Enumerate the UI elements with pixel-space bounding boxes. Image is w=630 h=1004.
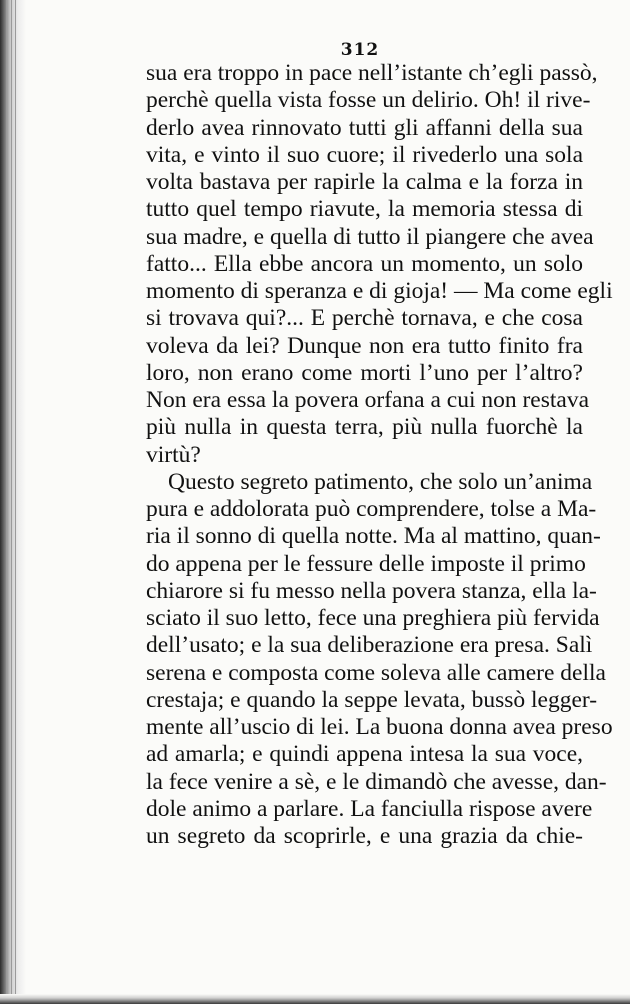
paragraph-start-line: Questo segreto patimento, che solo un’anima xyxy=(168,468,593,495)
text-line: crestaja; e quando la seppe levata, bussò legger- xyxy=(146,686,598,713)
paragraph-end-line: virtù? xyxy=(146,441,201,468)
text-line: la fece venire a sè, e le dimandò che avesse, dan- xyxy=(146,768,607,795)
text-line: ria il sonno di quella notte. Ma al mattino, quan- xyxy=(146,523,601,550)
binding-shadow-line xyxy=(15,0,16,1004)
text-line: si trovava qui?... E perchè tornava, e che cosa xyxy=(146,305,583,332)
text-line: pura e addolorata può comprendere, tolse a Ma- xyxy=(146,496,597,522)
text-line: dole animo a parlare. La fanciulla rispose avere xyxy=(146,795,593,822)
text-line: Non era essa la povera orfana a cui non restava xyxy=(146,387,590,413)
text-line: volta bastava per rapirle la calma e la forza in xyxy=(146,169,583,195)
text-line: sciato il suo letto, fece una preghiera più fervida xyxy=(146,605,600,631)
text-line: vita, e vinto il suo cuore; il rivederlo una sola xyxy=(146,141,583,168)
page-number: 312 xyxy=(340,40,380,60)
binding-shadow-line xyxy=(6,0,7,1004)
binding-shadow-line xyxy=(11,0,12,1004)
text-line: sua era troppo in pace nell’istante ch’egli passò, xyxy=(146,60,598,86)
text-line: derlo avea rinnovato tutti gli affanni della sua xyxy=(146,114,583,141)
text-line: perchè quella vista fosse un delirio. Oh! il rive- xyxy=(146,87,591,114)
body-text xyxy=(146,60,613,850)
text-line: un segreto da scoprirle, e una grazia da chie- xyxy=(146,823,583,849)
text-line: più nulla in questa terra, più nulla fuorchè la xyxy=(146,414,583,441)
page-bottom-edge xyxy=(0,994,630,1004)
text-line: fatto... Ella ebbe ancora un momento, un solo xyxy=(146,250,583,277)
text-line: sua madre, e quella di tutto il piangere che avea xyxy=(146,223,594,250)
text-line: mente all’uscio di lei. La buona donna avea preso xyxy=(146,714,613,740)
text-line: serena e composta come soleva alle camere della xyxy=(146,659,606,686)
text-line: chiarore si fu messo nella povera stanza, ella la- xyxy=(146,577,597,604)
page-binding-edge xyxy=(0,0,26,1004)
text-line: tutto quel tempo riavute, la memoria stessa di xyxy=(146,196,583,223)
text-line: momento di speranza e di gioja! — Ma come egli xyxy=(146,278,613,304)
text-line: do appena per le fessure delle imposte il primo xyxy=(146,550,586,577)
text-line: dell’usato; e la sua deliberazione era presa. Salì xyxy=(146,632,593,659)
text-line: voleva da lei? Dunque non era tutto finito fra xyxy=(146,332,583,359)
text-line: ad amarla; e quindi appena intesa la sua voce, xyxy=(146,741,583,768)
text-line: loro, non erano come morti l’uno per l’altro? xyxy=(146,359,583,386)
